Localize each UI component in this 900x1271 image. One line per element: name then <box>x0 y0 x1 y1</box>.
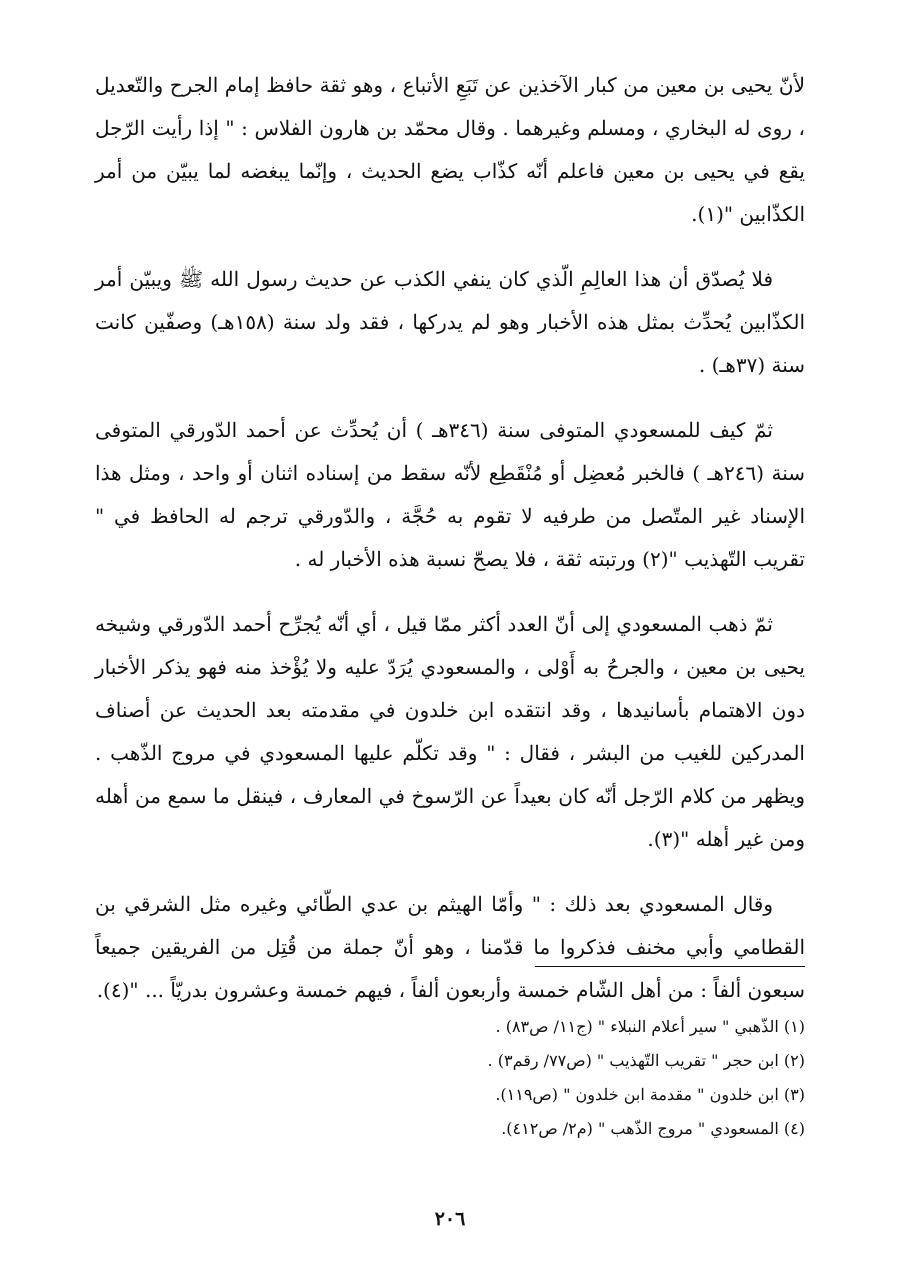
footnote-divider <box>535 966 805 967</box>
paragraph-3: ثمّ كيف للمسعودي المتوفى سنة (٣٤٦هـ ) أن يُحدِّث عن أحمد الدّورقي المتوفى سنة (٢٤٦هـ ) فالخبر مُعضِل أو مُنْقَطِع لأنّه سقط من إسناده اثنان أو واحد ، ومثل هذا الإسناد غير المتّصل من طرفيه لا تقوم به حُجَّة ، والدّورقي ترجم له الحافظ في " تقريب التّهذيب "(٢) ورتبته ثقة ، فلا يصحّ نسبة هذه الأخبار له . <box>95 418 805 571</box>
page-number: ٢٠٦ <box>434 1208 466 1230</box>
footnotes-list <box>305 1010 805 1146</box>
paragraph-2: فلا يُصدّق أن هذا العالِمِ الّذي كان ينفي الكذب عن حديث رسول الله ﷺ ويبيّن أمر الكذّابين يُحدِّث بمثل هذه الأخبار وهو لم يدركها ، فقد ولد سنة (١٥٨هـ) وصفّين كانت سنة (٣٧هـ) . <box>95 267 805 377</box>
footnote-3: (٣) ابن خلدون " مقدمة ابن خلدون " (ص١١٩). <box>495 1085 805 1104</box>
footnote-2: (٢) ابن حجر " تقريب التّهذيب " (ص٧٧/ رقم٣) . <box>487 1051 805 1070</box>
footnote-1: (١) الذّهبي " سير أعلام النبلاء " (ج١١/ ص٨٣) . <box>495 1017 805 1036</box>
paragraph-5: وقال المسعودي بعد ذلك : " وأمّا الهيثم بن عدي الطّائي وغيره مثل الشرقي بن القطامي وأبي مخنف فذكروا ما قدّمنا ، وهو أنّ جملة من قُتِل من الفريقين جميعاً سبعون ألفاً : من أهل الشّام خمسة وأربعون ألفاً ، فيهم خمسة وعشرون بدريّاً ... "(٤). <box>95 892 805 1002</box>
main-text <box>95 64 805 1034</box>
footnote-4: (٤) المسعودي " مروج الذّهب " (م٢/ ص٤١٢). <box>501 1119 805 1138</box>
paragraph-1: لأنّ يحيى بن معين من كبار الآخذين عن تَبَعِ الأتباع ، وهو ثقة حافظ إمام الجرح والتّعديل ، روى له البخاري ، ومسلم وغيرهما . وقال محمّد بن هارون الفلاس : " إذا رأيت الرّجل يقع في يحيى بن معين فاعلم أنّه كذّاب يضع الحديث ، وإنّما يبغضه لما يبيّن من أمر الكذّابين "(١). <box>95 73 805 226</box>
paragraph-4: ثمّ ذهب المسعودي إلى أنّ العدد أكثر ممّا قيل ، أي أنّه يُجرِّح أحمد الدّورقي وشيخه يحيى بن معين ، والجرحُ به أَوْلى ، والمسعودي يُرَدّ عليه ولا يُؤْخذ منه فهو يذكر الأخبار دون الاهتمام بأسانيدها ، وقد انتقده ابن خلدون في مقدمته بعد الحديث عن أصناف المدركين للغيب من البشر ، فقال : " وقد تكلّم عليها المسعودي في مروج الذّهب . ويظهر من كلام الرّجل أنّه كان بعيداً عن الرّسوخ في المعارف ، فينقل ما سمع من أهله ومن غير أهله "(٣). <box>95 612 805 851</box>
